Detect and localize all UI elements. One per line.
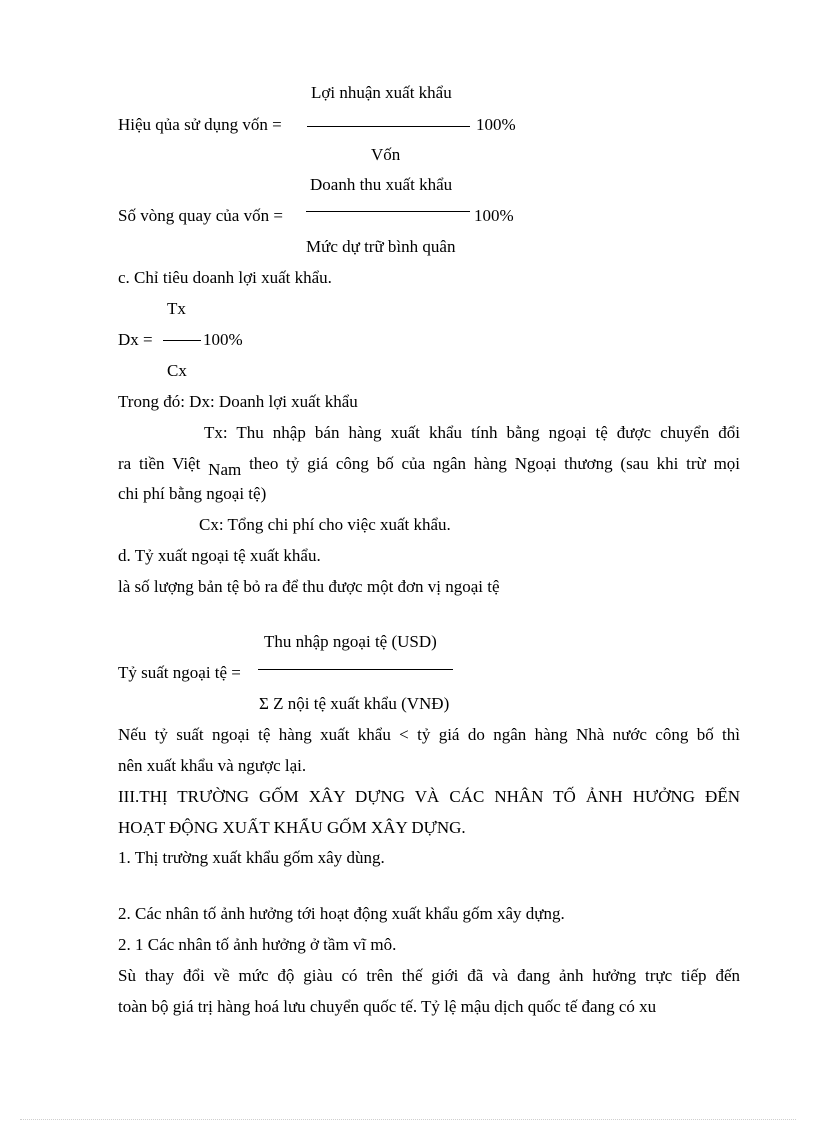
efficiency-lhs: Hiệu qủa sử dụng vốn = [118, 115, 282, 134]
efficiency-denominator: Vốn [371, 145, 401, 164]
tx-line2-end: theo tỷ giá công bố của ngân hàng Ngoại thương (sau khi trừ mọi [249, 454, 741, 473]
efficiency-factor: 100% [476, 115, 516, 134]
section-iii-title-line2: HOẠT ĐỘNG XUẤT KHẨU GỐM XÂY DỰNG. [118, 818, 466, 837]
rate-numerator: Thu nhập ngoại tệ (USD) [264, 632, 437, 651]
efficiency-numerator: Lợi nhuận xuất khẩu [311, 83, 452, 102]
item-2-heading: 2. Các nhân tố ảnh hưởng tới hoạt động xuất khẩu gốm xây dựng. [118, 904, 565, 923]
rule-text-line2: nên xuất khẩu và ngược lại. [118, 756, 307, 775]
dx-lhs: Dx = [118, 330, 153, 349]
definition-tx-line3: chi phí bằng ngoại tệ) [118, 484, 267, 503]
turnover-numerator: Doanh thu xuất khẩu [310, 175, 453, 194]
rate-lhs: Tỷ suất ngoại tệ = [118, 663, 241, 682]
section-c-heading: c. Chỉ tiêu doanh lợi xuất khẩu. [118, 268, 332, 287]
dx-fraction-bar [163, 340, 201, 341]
definitions-intro: Trong đó: Dx: Doanh lợi xuất khẩu [118, 392, 358, 411]
turnover-fraction-bar [306, 211, 470, 212]
turnover-lhs: Số vòng quay của vốn = [118, 206, 283, 225]
definition-cx: Cx: Tổng chi phí cho việc xuất khẩu. [199, 515, 451, 534]
item-1-heading: 1. Thị trường xuất khẩu gốm xây dùng. [118, 848, 385, 867]
section-d-heading: d. Tỷ xuất ngoại tệ xuất khẩu. [118, 546, 321, 565]
section-d-description: là số lượng bản tệ bỏ ra để thu được một đơn vị ngoại tệ [118, 577, 500, 596]
rate-denominator: Σ Z nội tệ xuất khẩu (VNĐ) [259, 694, 450, 713]
paragraph-line2: toàn bộ giá trị hàng hoá lưu chuyển quốc tế. Tỷ lệ mậu dịch quốc tế đang có xu [118, 997, 657, 1016]
turnover-denominator: Mức dự trữ bình quân [306, 237, 456, 256]
dx-factor: 100% [203, 330, 243, 349]
turnover-factor: 100% [474, 206, 514, 225]
efficiency-fraction-bar [307, 126, 470, 127]
paragraph-line1: Sù thay đổi về mức độ giàu có trên thế giới đã và đang ảnh hưởng trực tiếp đến [118, 966, 740, 985]
item-2-1-heading: 2. 1 Các nhân tố ảnh hưởng ở tầm vĩ mô. [118, 935, 397, 954]
page-footer-divider [20, 1119, 796, 1120]
dx-denominator: Cx [167, 361, 187, 380]
definition-tx-line2 [118, 454, 741, 479]
rate-fraction-bar [258, 669, 453, 670]
definition-tx-line1: Tx: Thu nhập bán hàng xuất khẩu tính bằng ngoại tệ được chuyển đổi [204, 423, 740, 442]
tx-line2-subscript: Nam [208, 460, 242, 479]
rule-text-line1: Nếu tỷ suất ngoại tệ hàng xuất khẩu < tỷ giá do ngân hàng Nhà nước công bố thì [118, 725, 740, 744]
section-iii-title-line1: III.THỊ TRƯỜNG GỐM XÂY DỰNG VÀ CÁC NHÂN TỐ ẢNH HƯỞNG ĐẾN [118, 787, 740, 806]
tx-line2-start: ra tiền Việt [118, 454, 201, 473]
dx-numerator: Tx [167, 299, 186, 318]
